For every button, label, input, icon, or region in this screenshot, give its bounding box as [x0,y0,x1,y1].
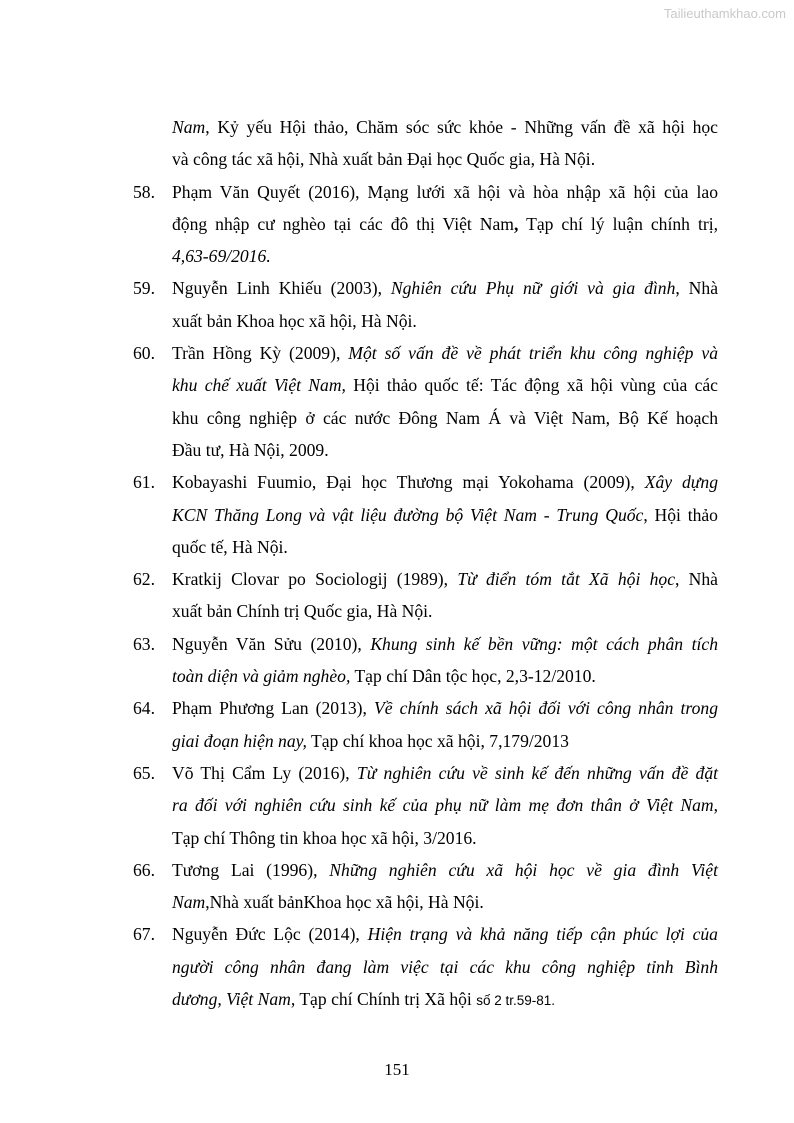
reference-text-segment: Đầu tư, Hà Nội, 2009. [172,439,329,460]
watermark: Tailieuthamkhao.com [663,6,786,21]
reference-text [172,886,718,918]
italic-title-text: người công nhân đang làm việc tại các khu công nghiệp tỉnh Bình [172,956,718,977]
reference-entry [0,628,794,693]
reference-line [0,983,794,1015]
reference-line [0,951,794,983]
reference-text [172,757,718,789]
reference-line [0,272,794,304]
reference-line [0,402,794,434]
reference-text [172,466,718,498]
reference-text-segment: , Kỷ yếu Hội thảo, Chăm sóc sức khỏe - Những vấn đề xã hội học [205,117,718,137]
italic-title-text: KCN Thăng Long và vật liệu đường bộ Việt Nam - Trung Quốc [172,504,644,525]
italic-title-text: Những nghiên cứu xã hội học về gia đình Việt [329,859,719,880]
reference-line [0,822,794,854]
reference-text-segment: xuất bản Chính trị Quốc gia, Hà Nội. [172,601,433,622]
reference-text-segment: xuất bản Khoa học xã hội, Hà Nội. [172,310,417,331]
reference-number: 64. [133,698,155,719]
reference-text-segment: Hội thảo quốc tế: Tác động xã hội vùng của các [345,375,718,396]
reference-text-segment: Phạm Văn Quyết (2016), Mạng lưới xã hội và hòa nhập xã hội của lao [172,181,718,202]
italic-title-text: Nam [172,117,206,137]
reference-text-segment: Tạp chí lý luận chính trị [518,213,714,234]
reference-text-segment: Kobayashi Fuumio, Đại học Thương mại Yokohama (2009), [172,472,645,493]
reference-entry [0,918,794,1015]
reference-entry [0,176,794,273]
reference-number: 60. [133,343,155,364]
reference-text-segment: Phạm Phương Lan (2013), [172,698,375,719]
italic-title-text: dương, Việt Nam, [172,989,296,1010]
reference-line [0,660,794,692]
reference-text [172,143,718,175]
reference-line [0,143,794,175]
reference-text [172,725,718,757]
reference-line [0,499,794,531]
reference-text [172,305,718,337]
italic-title-text: ra đối với nghiên cứu sinh kế của phụ nữ làm mẹ đơn thân ở Việt Nam [172,795,714,816]
italic-title-text: Xây dựng [644,472,718,493]
reference-line [0,757,794,789]
reference-text-segment: Tạp chí Chính trị Xã hội [295,989,477,1010]
italic-title-text: Một số vấn đề về phát triển khu công nghiệp và [348,343,718,364]
reference-entry [0,692,794,757]
reference-text-segment: số 2 tr.59-81. [476,993,556,1009]
reference-number: 62. [133,569,155,590]
reference-number: 63. [133,633,155,654]
reference-text [172,563,718,595]
reference-text [172,369,718,401]
reference-text [172,434,718,466]
reference-entry [0,272,794,337]
italic-title-text: Khung sinh kế bền vững: một cách phân tích [370,633,718,654]
reference-line [0,111,794,143]
reference-text [172,208,718,240]
reference-text [172,111,718,143]
reference-number: 59. [133,278,155,299]
italic-title-text: 4,63-69/2016. [172,246,271,267]
reference-text-segment: Kratkij Clovar po Sociologij (1989), [172,569,458,590]
reference-line [0,305,794,337]
reference-text-segment: , Hội thảo [643,504,718,525]
reference-text-segment: Võ Thị Cẩm Ly (2016), [172,762,357,783]
reference-text-segment: Tạp chí Thông tin khoa học xã hội, 3/2016. [172,827,477,848]
reference-text [172,499,718,531]
reference-line [0,789,794,821]
reference-text [172,531,718,563]
reference-text [172,692,718,724]
italic-title-text: giai đoạn hiện nay, [172,730,307,751]
reference-text-segment: Nguyễn Đức Lộc (2014), [172,924,368,945]
italic-title-text: Về chính sách xã hội đối với công nhân trong [374,698,719,719]
italic-title-text: Từ nghiên cứu về sinh kế đến những vấn đề đặt [356,762,718,783]
italic-title-text: Nam [172,892,206,913]
reference-line [0,854,794,886]
reference-text [172,337,718,369]
reference-text [172,918,718,950]
reference-line [0,208,794,240]
reference-text [172,789,718,821]
reference-line [0,337,794,369]
reference-text [172,402,718,434]
reference-text-segment: , Nhà [675,278,718,299]
reference-text-segment: và công tác xã hội, Nhà xuất bản Đại học Quốc gia, Hà Nội. [172,149,596,170]
reference-text-segment: Nguyễn Linh Khiếu (2003), [172,278,391,299]
reference-entry [0,757,794,854]
reference-text [172,660,718,692]
italic-title-text: khu chế xuất Việt Nam, [172,375,346,396]
reference-line [0,595,794,627]
reference-text-segment: khu công nghiệp ở các nước Đông Nam Á và Việt Nam, Bộ Kế hoạch [172,407,718,428]
italic-title-text: , [713,213,718,234]
reference-number: 66. [133,859,155,880]
reference-number: 67. [133,924,155,945]
reference-text-segment: , [713,795,718,816]
reference-line [0,692,794,724]
reference-line [0,240,794,272]
reference-line [0,466,794,498]
reference-line [0,531,794,563]
reference-text-segment: quốc tế, Hà Nội. [172,536,288,557]
reference-text [172,822,718,854]
italic-title-text: Từ điển tóm tắt Xã hội học [457,569,676,590]
reference-entry [0,337,794,466]
reference-line [0,628,794,660]
reference-text-segment: động nhập cư nghèo tại các đô thị Việt Nam [172,213,514,234]
reference-number: 58. [133,181,155,202]
reference-text-segment: Nguyễn Văn Sửu (2010), [172,633,371,654]
reference-text [172,951,718,983]
reference-number: 65. [133,762,155,783]
reference-entry [0,563,794,628]
reference-line [0,725,794,757]
reference-text [172,240,718,272]
reference-text-segment: Trần Hồng Kỳ (2009), [172,343,349,364]
reference-line [0,886,794,918]
reference-text-segment: Tạp chí khoa học xã hội, 7,179/2013 [306,730,569,751]
reference-text [172,628,718,660]
reference-line [0,918,794,950]
page-number: 151 [384,1060,410,1079]
reference-text [172,595,718,627]
reference-entry [0,111,794,176]
reference-text [172,176,718,208]
reference-text [172,272,718,304]
reference-text [172,983,718,1017]
reference-entry [0,466,794,563]
reference-text [172,854,718,886]
reference-text-segment: Tương Lai (1996), [172,859,330,880]
reference-text-segment: ,Nhà xuất bảnKhoa học xã hội, Hà Nội. [205,892,484,913]
reference-number: 61. [133,472,155,493]
italic-title-text: Nghiên cứu Phụ nữ giới và gia đình [390,278,676,299]
reference-text-segment: , [513,213,519,234]
reference-line [0,563,794,595]
reference-line [0,369,794,401]
reference-entry [0,854,794,919]
reference-text-segment: Tạp chí Dân tộc học, 2,3-12/2010. [350,666,596,687]
reference-line [0,176,794,208]
reference-list [0,111,794,1015]
italic-title-text: toàn diện và giảm nghèo, [172,666,351,687]
reference-text-segment: , Nhà [675,569,718,590]
italic-title-text: Hiện trạng và khả năng tiếp cận phúc lợi của [367,924,718,945]
reference-line [0,434,794,466]
